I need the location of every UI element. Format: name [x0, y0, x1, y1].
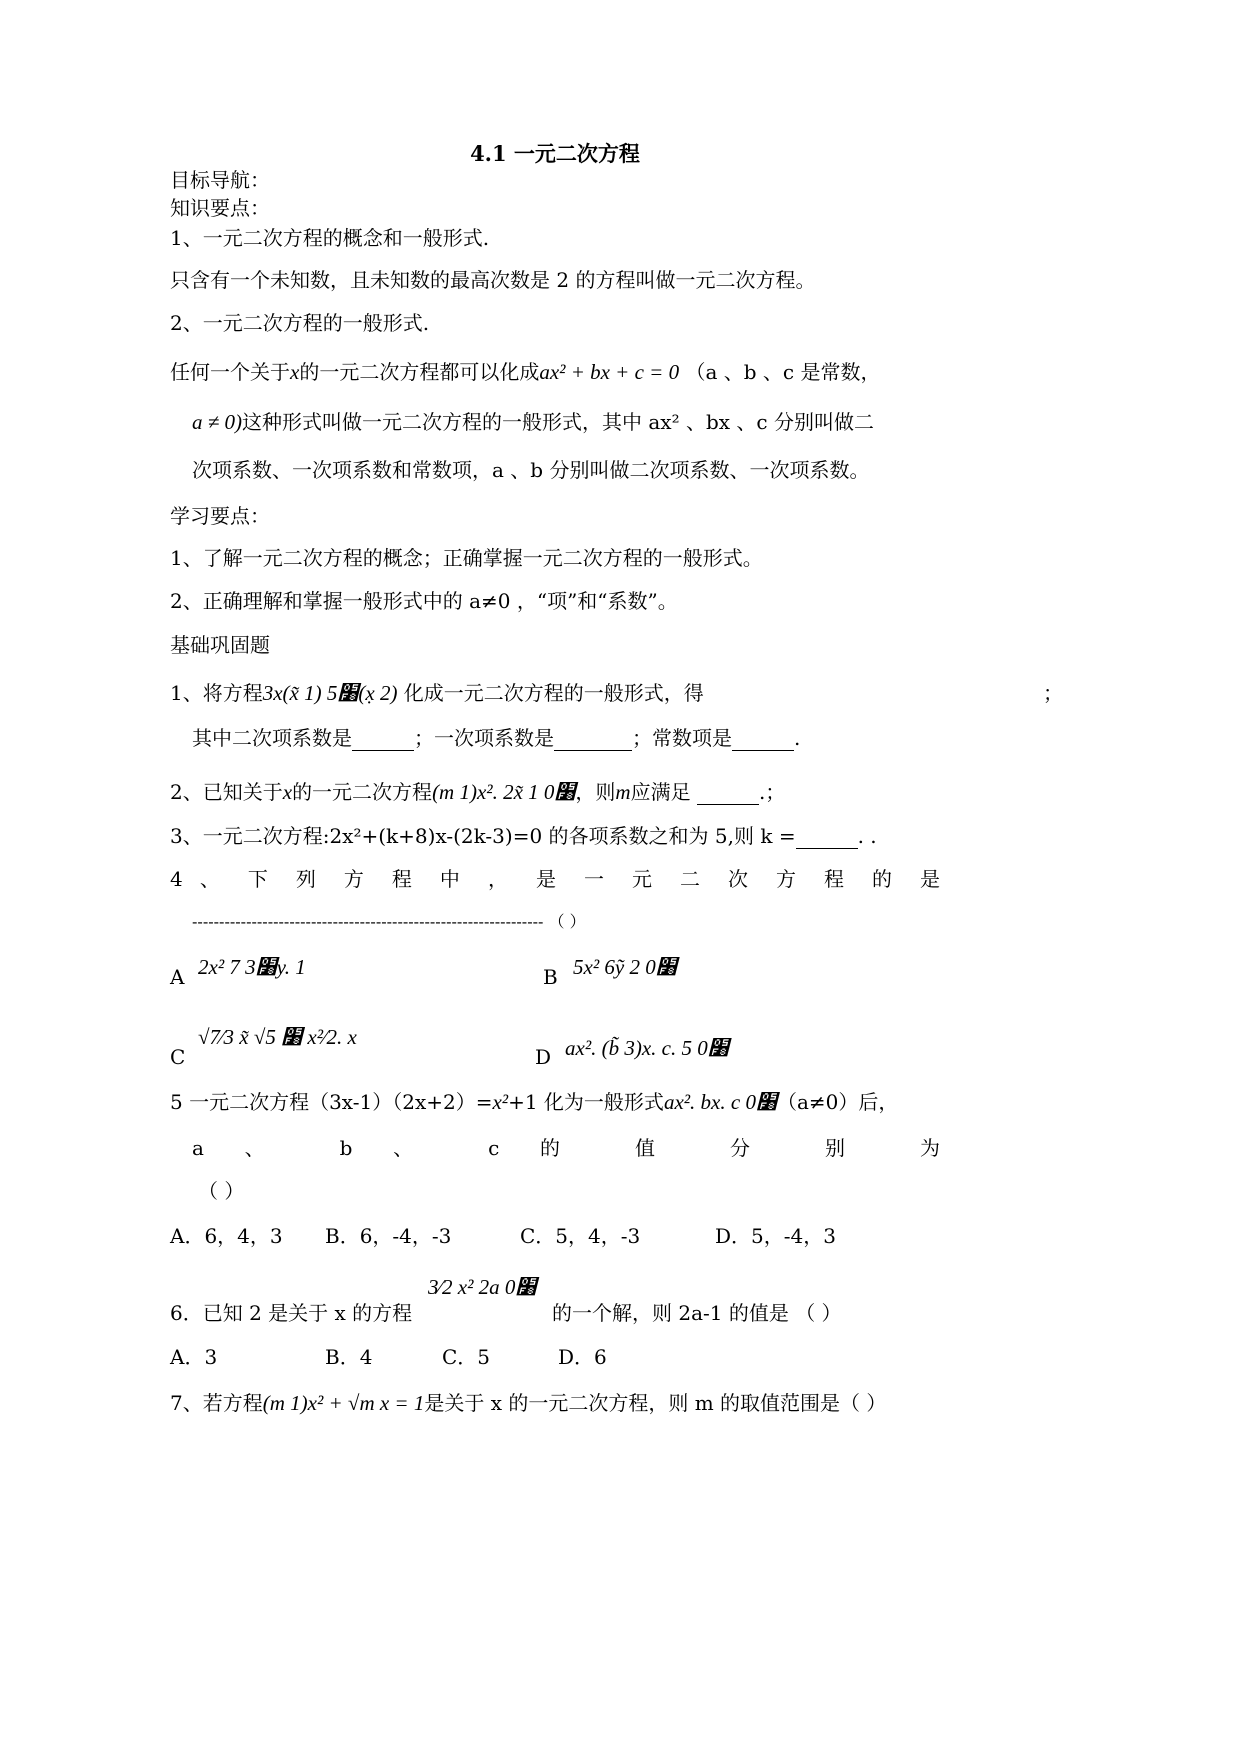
- question-6-rest: 的一个解，则 2a-1 的值是 （ ）: [552, 1301, 842, 1325]
- text: 的一元二次方程都可以化成: [299, 360, 540, 384]
- question-5-option-d: D．5，-4，3: [715, 1224, 836, 1248]
- text: 化成一元二次方程的一般形式，得: [403, 681, 704, 705]
- math: x²: [492, 1090, 509, 1114]
- question-1-blanks: [192, 726, 800, 751]
- math: (m 1)x² + √m x = 1: [262, 1391, 425, 1415]
- text: （a≠0）后，: [776, 1090, 899, 1114]
- option-a-label: A: [170, 965, 185, 989]
- option-d: ax². (b̃ 3)x. c. 5 ׸0: [565, 1036, 729, 1060]
- text: 这种形式叫做一元二次方程的一般形式，其中 ax² 、bx 、c 分别叫做二: [242, 410, 874, 434]
- question-6: 6．已知 2 是关于 x 的方程: [170, 1301, 413, 1325]
- math: x: [290, 360, 300, 384]
- option-c: √7⁄3 x̃ √5 ׸ x²⁄2. x: [198, 1025, 357, 1049]
- question-6-option-b: B．4: [325, 1345, 373, 1369]
- text: 是关于 x 的一元二次方程，则 m 的取值范围是（ ）: [424, 1391, 887, 1415]
- option-a: 2x² 7 ׸3y. 1: [198, 955, 306, 979]
- question-6-option-c: C．5: [442, 1345, 491, 1369]
- math: m: [615, 780, 631, 804]
- text: 的一元二次方程: [292, 780, 433, 804]
- text: ，则: [575, 780, 616, 804]
- section-knowledge: 知识要点：: [170, 196, 270, 220]
- text: ；一次项系数是: [414, 726, 554, 750]
- knowledge-1-heading: 1、一元二次方程的概念和一般形式.: [170, 226, 490, 250]
- semicolon: ；: [1043, 681, 1063, 705]
- section-basic: 基础巩固题: [170, 633, 270, 657]
- text: 5 一元二次方程（3x-1）（2x+2）=: [170, 1090, 493, 1114]
- text: .: [794, 726, 801, 750]
- text: 任何一个关于: [170, 360, 290, 384]
- text: +1 化为一般形式: [508, 1090, 664, 1114]
- question-5-option-b: B．6，-4，-3: [325, 1224, 452, 1248]
- answer-blank[interactable]: [352, 726, 414, 751]
- option-b-label: B: [543, 965, 558, 989]
- page-title: 4.1 一元二次方程: [470, 141, 640, 166]
- option-c-label: C: [170, 1045, 186, 1069]
- knowledge-1-text: 只含有一个未知数，且未知数的最高次数是 2 的方程叫做一元二次方程。: [170, 268, 816, 292]
- question-5: [170, 1090, 898, 1114]
- math-general-form: ax² + bx + c = 0: [539, 360, 680, 384]
- answer-blank[interactable]: [554, 726, 632, 751]
- answer-blank[interactable]: [732, 726, 794, 751]
- study-2: 2、正确理解和掌握一般形式中的 a≠0 ，“项”和“系数”。: [170, 589, 678, 613]
- text: 其中二次项系数是: [192, 726, 352, 750]
- answer-blank[interactable]: [697, 780, 759, 805]
- question-2: [170, 780, 785, 805]
- math: (m 1)x². 2x̃ 1 ׸0: [432, 780, 576, 804]
- text: . .: [857, 824, 877, 848]
- question-5-option-c: C．5，4，-3: [520, 1224, 641, 1248]
- question-4: 4 、 下 列 方 程 中 ， 是 一 元 二 次 方 程 的 是: [170, 867, 940, 891]
- answer-paren: （ ）: [198, 1179, 245, 1203]
- option-d-label: D: [535, 1045, 552, 1069]
- text: .；: [758, 780, 786, 804]
- text: （a 、b 、c 是常数，: [685, 360, 881, 384]
- question-3: [170, 824, 877, 849]
- math: ax². bx. c ׸0: [663, 1090, 777, 1114]
- text: 2、已知关于: [170, 780, 283, 804]
- text: 1、将方程: [170, 681, 263, 705]
- section-study: 学习要点：: [170, 504, 270, 528]
- knowledge-2-text: [170, 360, 880, 384]
- text: 7、若方程: [170, 1391, 263, 1415]
- question-4-dash: ----------------------------------------------------------------- （ ）: [192, 912, 586, 931]
- math: x: [282, 780, 293, 804]
- question-6-equation: 3⁄2 x² 2a ׸0: [428, 1275, 537, 1299]
- text: ；常数项是: [632, 726, 732, 750]
- question-5-line-2: a 、 b 、 c 的 值 分 别 为: [192, 1136, 940, 1160]
- question-6-option-a: A．3: [170, 1345, 218, 1369]
- question-7: [170, 1391, 886, 1415]
- knowledge-2-text-3: 次项系数、一次项系数和常数项，a 、b 分别叫做二次项系数、一次项系数。: [192, 458, 870, 482]
- question-1: [170, 681, 704, 705]
- math: 3x(x̃ 1) ׸5(x̣ 2): [262, 681, 398, 705]
- option-b: 5x² 6ỹ 2 ׸0: [573, 955, 677, 979]
- question-5-option-a: A．6，4，3: [170, 1224, 283, 1248]
- knowledge-2-text-2: [192, 410, 874, 434]
- text: 应满足: [630, 780, 691, 804]
- section-goal: 目标导航：: [170, 168, 270, 192]
- answer-blank[interactable]: [796, 824, 858, 849]
- text: 3、一元二次方程:2x²+(k+8)x-(2k-3)=0 的各项系数之和为 5,则 k =: [170, 824, 796, 848]
- question-6-option-d: D．6: [558, 1345, 607, 1369]
- math: a ≠ 0): [192, 410, 243, 434]
- study-1: 1、了解一元二次方程的概念；正确掌握一元二次方程的一般形式。: [170, 546, 763, 570]
- knowledge-2-heading: 2、一元二次方程的一般形式.: [170, 311, 430, 335]
